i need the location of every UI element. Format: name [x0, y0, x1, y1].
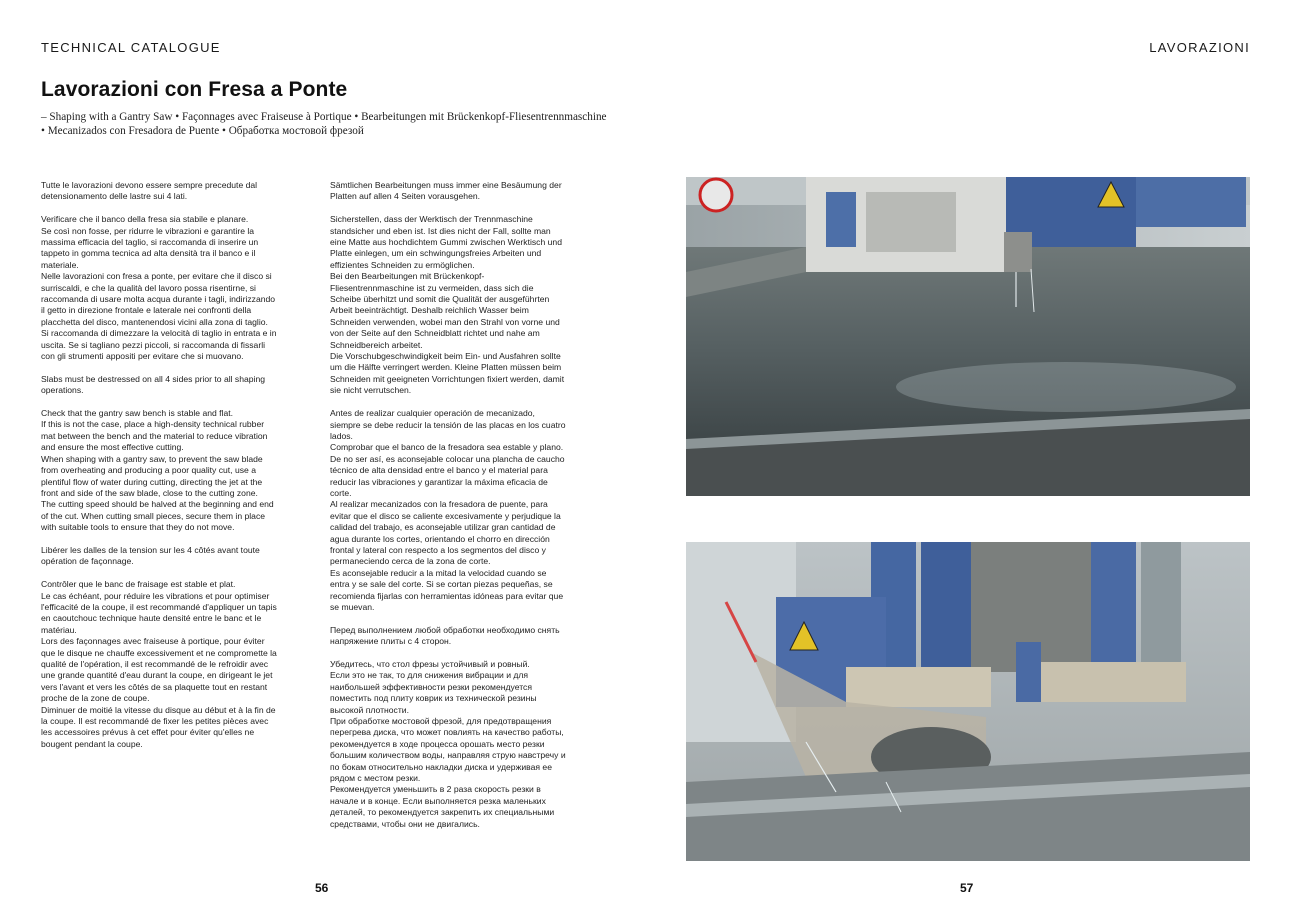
gantry-saw-cutting-slab-photo [686, 177, 1250, 496]
running-head-left: TECHNICAL CATALOGUE [41, 40, 221, 55]
paragraph-fr-body: Contrôler que le banc de fraisage est stable et plat. Le cas échéant, pour réduire les vibrations et pour optimiser l'efficacité de la coupe, il est recommandé d'appliquer un tapis en caoutchouc technique haute densité entre le banc et le matériau. Lors des façonnages avec fraiseuse à portique, pour éviter que le disque ne chauffe excessivement et ne compromette la qualité de l'opération, il est recommandé de le refroidir avec une grande quantité d'eau durant la coupe, en dirigeant le jet vers l'avant et vers les côtés de sa plaquette tout en restant proche de la zone de coupe. Diminuer de moitié la vitesse du disque au début et à la fin de la coupe. Il est recommandé de fixer les petites pièces avec les accessoires prévus à cet effet pour éviter qu'elles ne bougent pendant la coupe. [41, 579, 277, 749]
paragraph-ru-body: Убедитесь, что стол фрезы устойчивый и ровный. Если это не так, то для снижения вибрации и для наибольшей эффективности резки рекомендуется поместить под плиту коврик из технической резины высокой плотности. При обработке мостовой фрезой, для предотвращения перегрева диска, что может повлиять на качество работы, рекомендуется в ходе процесса орошать место резки большим количеством воды, направляя струю навстречу и по бокам относительно накладки диска и удерживая ее рядом с местом резки. Рекомендуется уменьшить в 2 раза скорость резки в начале и в конце. Если выполняется резка маленьких деталей, то рекомендуется закрепить их специальными средствами, чтобы они не двигались. [330, 659, 566, 829]
paragraph-ru-intro: Перед выполнением любой обработки необходимо снять напряжение плиты с 4 сторон. [330, 624, 560, 647]
page-title: Lavorazioni con Fresa a Ponte [41, 78, 348, 101]
text-column-left [41, 180, 277, 762]
text-column-right [330, 180, 566, 841]
paragraph-en-intro: Slabs must be destressed on all 4 sides prior to all shaping operations. [41, 373, 266, 396]
paragraph-it-intro: Tutte le lavorazioni devono essere sempre precedute dal detensionamento delle lastre sui 4 lati. [41, 180, 258, 202]
gantry-saw-blade-closeup-photo [686, 542, 1250, 861]
paragraph-fr-intro: Libérer les dalles de la tension sur les 4 côtés avant toute opération de façonnage. [41, 544, 260, 567]
page-subtitle: – Shaping with a Gantry Saw • Façonnages avec Fraiseuse à Portique • Bearbeitungen mit Brückenkopf-Fliesentrennmaschine • Mecanizados con Fresadora de Puente • Обработка мостовой фрезой [41, 111, 607, 137]
page-number-left: 56 [315, 881, 329, 895]
paragraph-it-body: Verificare che il banco della fresa sia stabile e planare. Se così non fosse, per ridurre le vibrazioni e garantire la massima efficacia del taglio, si raccomanda di inserire un tappeto in gomma tecnica ad alta densità tra il banco e il materiale. Nelle lavorazioni con fresa a ponte, per evitare che il disco si surriscaldi, e che la qualità del lavoro possa risentirne, si raccomanda di usare molta acqua durante i tagli, indirizzando il getto in direzione frontale e laterale nei confronti della placchetta del disco, mantenendosi vicini alla zona di taglio. Si raccomanda di dimezzare la velocità di taglio in entrata e in uscita. Se si tagliano pezzi piccoli, si raccomanda di fissarli con gli strumenti appositi per evitare che si muovano. [41, 214, 277, 362]
page-number-right: 57 [960, 881, 974, 895]
running-head-right: LAVORAZIONI [1149, 40, 1250, 55]
paragraph-de-body: Sicherstellen, dass der Werktisch der Trennmaschine standsicher und eben ist. Ist dies nicht der Fall, sollte man eine Matte aus hochdichtem Gummi zwischen Werktisch und Platte einlegen, um ein schwingungsfreies Arbeiten und effizientes Schneiden zu ermöglichen. Bei den Bearbeitungen mit Brückenkopf-Fliesentrennmaschine ist zu vermeiden, dass sich die Scheibe überhitzt und somit die Qualität der ausgeführten Arbeit beeinträchtigt. Deshalb reichlich Wasser beim Schneiden verwenden, wobei man den Strahl von vorne und von der Seite auf den Schneidblatt richtet und nahe am Schneidbereich arbeitet. Die Vorschubgeschwindigkeit beim Ein- und Ausfahren sollte um die Hälfte verringert werden. Kleine Platten müssen beim Schneiden mit geeigneten Vorrichtungen fixiert werden, damit sie nicht verrutschen. [330, 214, 565, 396]
paragraph-en-body: Check that the gantry saw bench is stable and flat. If this is not the case, place a high-density technical rubber mat between the bench and the material to reduce vibration and ensure the most effective cutting. When shaping with a gantry saw, to prevent the saw blade from overheating and producing a poor quality cut, use a plentiful flow of water during cutting, directing the jet at the front and side of the saw blade, close to the cutting zone. The cutting speed should be halved at the beginning and end of the cut. When cutting small pieces, secure them in place with suitable tools to ensure that they do not move. [41, 408, 274, 533]
paragraph-de-intro: Sämtlichen Bearbeitungen muss immer eine Besäumung der Platten auf allen 4 Seiten vorausgehen. [330, 180, 562, 202]
paragraph-es-body: Antes de realizar cualquier operación de mecanizado, siempre se debe reducir la tensión de las placas en los cuatro lados. Comprobar que el banco de la fresadora sea estable y plano. De no ser así, es aconsejable colocar una plancha de caucho técnico de alta densidad entre el banco y el material para reducir las vibraciones y garantizar la máxima eficacia de corte. Al realizar mecanizados con la fresadora de puente, para evitar que el disco se caliente excesivamente y perjudique la calidad del trabajo, es aconsejable utilizar gran cantidad de agua durante los cortes, orientando el chorro en dirección frontal y lateral con respecto a los segmentos del disco y permaneciendo cerca de la zona de corte. Es aconsejable reducir a la mitad la velocidad cuando se entra y se sale del corte. Si se cortan piezas pequeñas, se recomienda fijarlas con herramientas idóneas para evitar que se muevan. [330, 408, 566, 612]
